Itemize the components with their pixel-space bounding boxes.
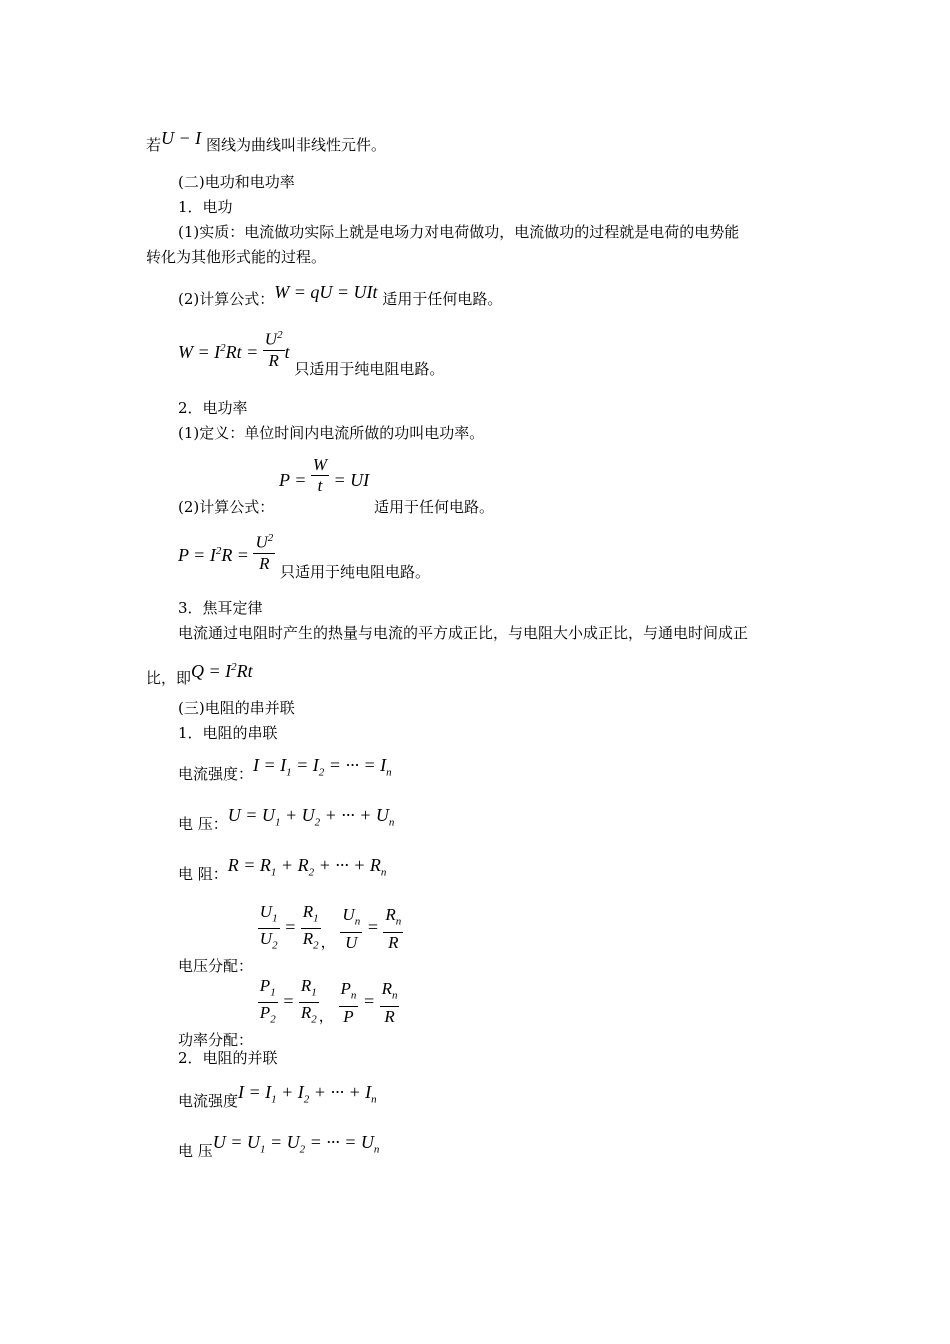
fraction-r1-r2-power: $\frac{R_1}{R_2}$: [300, 976, 317, 1026]
text: 若: [146, 136, 162, 154]
text: 电 压：: [178, 815, 228, 833]
formula-series-current: $I = I_1 = I_2$ = ··· = $I_n$: [253, 755, 392, 779]
comma: ，: [318, 1006, 334, 1025]
formula-work-joule: $W = I^2Rt$ =: [178, 341, 263, 362]
formula-series-voltage: $U = U_1 + U_2$ + ··· + $U_n$: [227, 805, 395, 829]
section-heading-3: (三)电阻的串并联: [178, 699, 295, 717]
equals: =: [358, 990, 380, 1011]
work-formula-line: [178, 282, 503, 309]
text: 图线为曲线叫非线性元件。: [205, 136, 386, 154]
text: 适用于任何电路。: [382, 290, 503, 308]
series-voltage: [178, 805, 395, 841]
work-formula-pure-resistance: [178, 325, 445, 378]
heading-electric-power: 2．电功率: [178, 399, 248, 417]
text: 电流强度：: [178, 765, 254, 783]
text: 只适用于纯电阻电路。: [294, 359, 445, 378]
equals: =: [362, 916, 384, 937]
text: 电 压: [178, 1142, 213, 1160]
series-current: [178, 755, 392, 791]
formula-joule: $Q = I^2Rt$: [191, 661, 253, 681]
fraction-w-t: $\frac{W}{t}$: [312, 455, 328, 495]
series-voltage-division: [178, 902, 403, 975]
text: 电流强度: [178, 1092, 239, 1110]
formula-t: t: [284, 341, 290, 362]
formula-work: W = qU = UIt: [274, 282, 378, 302]
fraction-rn-r: $\frac{R_n}{R}$: [385, 905, 402, 952]
fraction-p1-p2: $\frac{P_1}{P_2}$: [259, 976, 276, 1026]
formula-p: P =: [279, 469, 311, 490]
text: 比，即: [146, 669, 192, 687]
equals: =: [279, 916, 301, 937]
equals: =: [277, 990, 299, 1011]
power-definition: (1)定义：单位时间内电流所做的功叫电功率。: [178, 424, 485, 442]
series-power-division: [178, 976, 399, 1049]
section-heading-2: (二)电功和电功率: [178, 173, 295, 191]
fraction-u1-u2: $\frac{U_1}{U_2}$: [259, 902, 278, 952]
text: 只适用于纯电阻电路。: [280, 562, 431, 581]
joule-law-line-1: 电流通过电阻时产生的热量与电流的平方成正比，与电阻大小成正比，与通电时间成正: [178, 624, 749, 642]
definition-line-2: 转化为其他形式能的过程。: [146, 248, 327, 266]
definition-line-1: (1)实质：电流做功实际上就是电场力对电荷做功，电流做功的过程就是电荷的电势能: [178, 223, 740, 241]
formula-p-joule: $P = I^2R$ =: [178, 544, 254, 565]
parallel-current: [178, 1082, 377, 1118]
series-resistance: [178, 855, 387, 891]
text: 功率分配：: [178, 1030, 254, 1049]
fraction-rn-r-power: $\frac{R_n}{R}$: [381, 979, 398, 1026]
fraction-u2-r: $\frac{U^2}{R}$: [263, 325, 285, 371]
fraction-r1-r2: $\frac{R_1}{R_2}$: [302, 902, 319, 952]
text: (2)计算公式：: [178, 497, 275, 516]
heading-joule-law: 3．焦耳定律: [178, 599, 263, 617]
joule-law-line-2: [146, 663, 253, 688]
formula-u-i: U − I: [161, 128, 202, 148]
formula-ui: = UI: [329, 469, 370, 490]
text: 电 阻：: [178, 865, 228, 883]
power-formula-line: [178, 455, 494, 516]
parallel-voltage: [178, 1132, 380, 1168]
heading-series: 1．电阻的串联: [178, 724, 278, 742]
comma: ，: [320, 932, 336, 951]
formula-series-resistance: $R = R_1 + R_2$ + ··· + $R_n$: [227, 855, 387, 879]
fraction-un-u: $\frac{U_n}{U}$: [342, 905, 361, 952]
heading-electric-work: 1．电功: [178, 198, 233, 216]
nonlinear-line: [146, 128, 386, 155]
text: 适用于任何电路。: [373, 497, 494, 516]
fraction-pn-p: $\frac{P_n}{P}$: [340, 979, 357, 1026]
text: (2)计算公式：: [178, 290, 275, 308]
heading-parallel: 2．电阻的并联: [178, 1049, 278, 1067]
text: 电压分配：: [178, 956, 254, 975]
power-formula-pure-resistance: [178, 528, 431, 581]
fraction-u2-r-power: $\frac{U^2}{R}$: [253, 528, 275, 574]
formula-parallel-voltage: $U = U_1 = U_2$ = ··· = $U_n$: [212, 1132, 380, 1156]
formula-parallel-current: $I = I_1 + I_2$ + ··· + $I_n$: [238, 1082, 377, 1106]
